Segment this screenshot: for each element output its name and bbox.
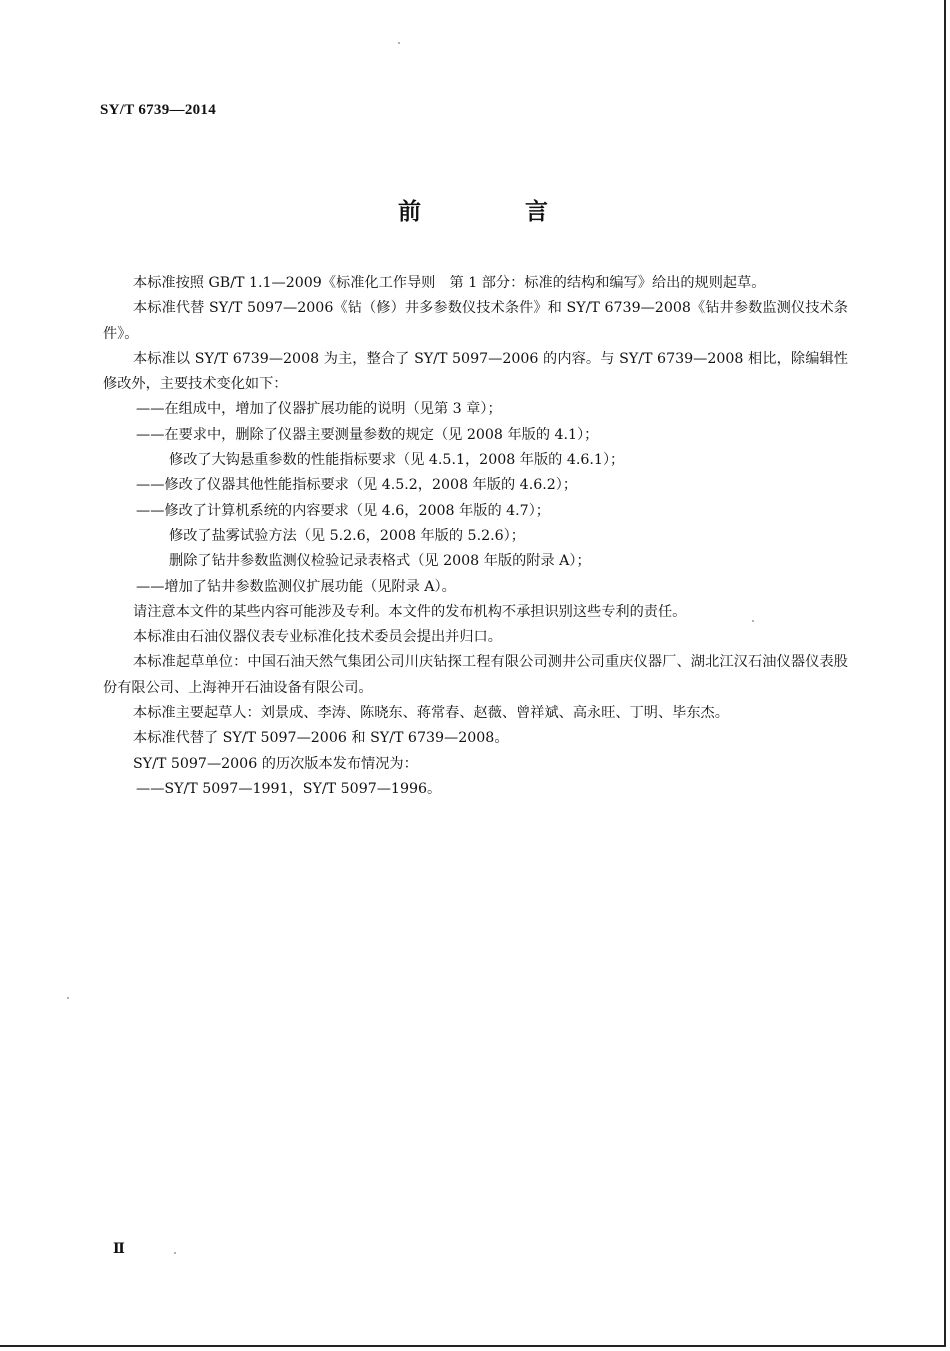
scan-speck [398,42,400,44]
paragraph-patent-notice: 请注意本文件的某些内容可能涉及专利。本文件的发布机构不承担识别这些专利的责任。 [133,603,687,620]
foreword-body [103,271,848,802]
paragraph-drafting-rules: 本标准按照 GB/T 1.1—2009《标准化工作导则 第 1 部分：标准的结构和编写》给出的规则起草。 [133,275,766,291]
paragraph-proposer: 本标准由石油仪器仪表专业标准化技术委员会提出并归口。 [133,629,502,646]
paragraph-replacement: 本标准代替 SY/T 5097—2006《钻（修）井多参数仪技术条件》和 SY/T 6739—2008《钻井参数监测仪技术条件》。 [103,300,848,342]
scan-speck [174,1252,176,1254]
page-number: Ⅱ [113,1242,125,1257]
change-item-composition: ——在组成中，增加了仪器扩展功能的说明（见第 3 章）； [136,401,502,418]
paragraph-history-versions: ——SY/T 5097—1991，SY/T 5097—1996。 [136,780,442,797]
paragraph-integration: 本标准以 SY/T 6739—2008 为主，整合了 SY/T 5097—2006 的内容。与 SY/T 6739—2008 相比，除编辑性修改外，主要技术变化如下： [103,350,848,393]
paragraph-history-intro: SY/T 5097—2006 的历次版本发布情况为： [133,755,418,772]
change-item-other-performance: ——修改了仪器其他性能指标要求（见 4.5.2，2008 年版的 4.6.2）； [136,477,578,494]
change-item-extension: ——增加了钻井参数监测仪扩展功能（见附录 A）。 [136,578,456,595]
change-item-computer-system: ——修改了计算机系统的内容要求（见 4.6，2008 年版的 4.7）； [136,502,550,519]
change-item-requirements: ——在要求中，删除了仪器主要测量参数的规定（见 2008 年版的 4.1）； [136,426,599,443]
change-item-hook-load: 修改了大钩悬重参数的性能指标要求（见 4.5.1，2008 年版的 4.6.1）； [169,452,625,469]
change-item-record-table: 删除了钻井参数监测仪检验记录表格式（见 2008 年版的附录 A）； [169,553,591,570]
scan-speck [752,620,754,622]
paragraph-superseded: 本标准代替了 SY/T 5097—2006 和 SY/T 6739—2008。 [133,730,509,747]
document-code: SY/T 6739—2014 [100,102,217,118]
change-item-salt-spray: 修改了盐雾试验方法（见 5.2.6，2008 年版的 5.2.6）； [169,527,525,544]
scan-speck [67,997,69,999]
paragraph-drafters: 本标准主要起草人：刘景成、李涛、陈晓东、蒋常春、赵薇、曾祥斌、高永旺、丁明、毕东杰。 [133,705,729,722]
paragraph-drafting-units: 本标准起草单位：中国石油天然气集团公司川庆钻探工程有限公司测井公司重庆仪器厂、湖北江汉石油仪器仪表股份有限公司、上海神开石油设备有限公司。 [103,654,848,696]
section-title: 前 言 [397,199,596,225]
